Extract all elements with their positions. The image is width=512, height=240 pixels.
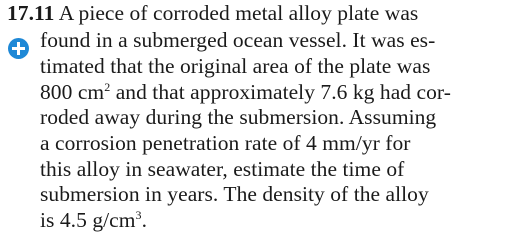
mass-loss-text: and that approximately 7.6 kg had cor-: [110, 80, 451, 104]
area-value: 800 cm: [40, 80, 105, 104]
period: .: [141, 208, 148, 232]
density-exponent: 3: [135, 207, 142, 222]
problem-line-3: timated that the original area of the plate was: [40, 54, 431, 78]
problem-text: A piece of corroded metal alloy plate was: [58, 1, 419, 25]
problem-line-1: [7, 1, 418, 25]
problem-line-5: roded away during the submersion. Assuming: [40, 105, 437, 129]
density-value: is 4.5 g/cm: [40, 208, 136, 232]
problem-number: 17.11: [7, 1, 55, 25]
problem-line-6: a corrosion penetration rate of 4 mm/yr for: [40, 131, 411, 155]
problem-line-7: this alloy in seawater, estimate the time of: [40, 157, 405, 181]
problem-line-9: [40, 208, 147, 232]
problem-line-2: found in a submerged ocean vessel. It was es-: [40, 28, 436, 52]
plus-circle-icon[interactable]: [8, 38, 29, 59]
area-exponent: 2: [104, 79, 111, 94]
problem-line-4: [40, 80, 451, 104]
problem-line-8: submersion in years. The density of the alloy: [40, 182, 429, 206]
